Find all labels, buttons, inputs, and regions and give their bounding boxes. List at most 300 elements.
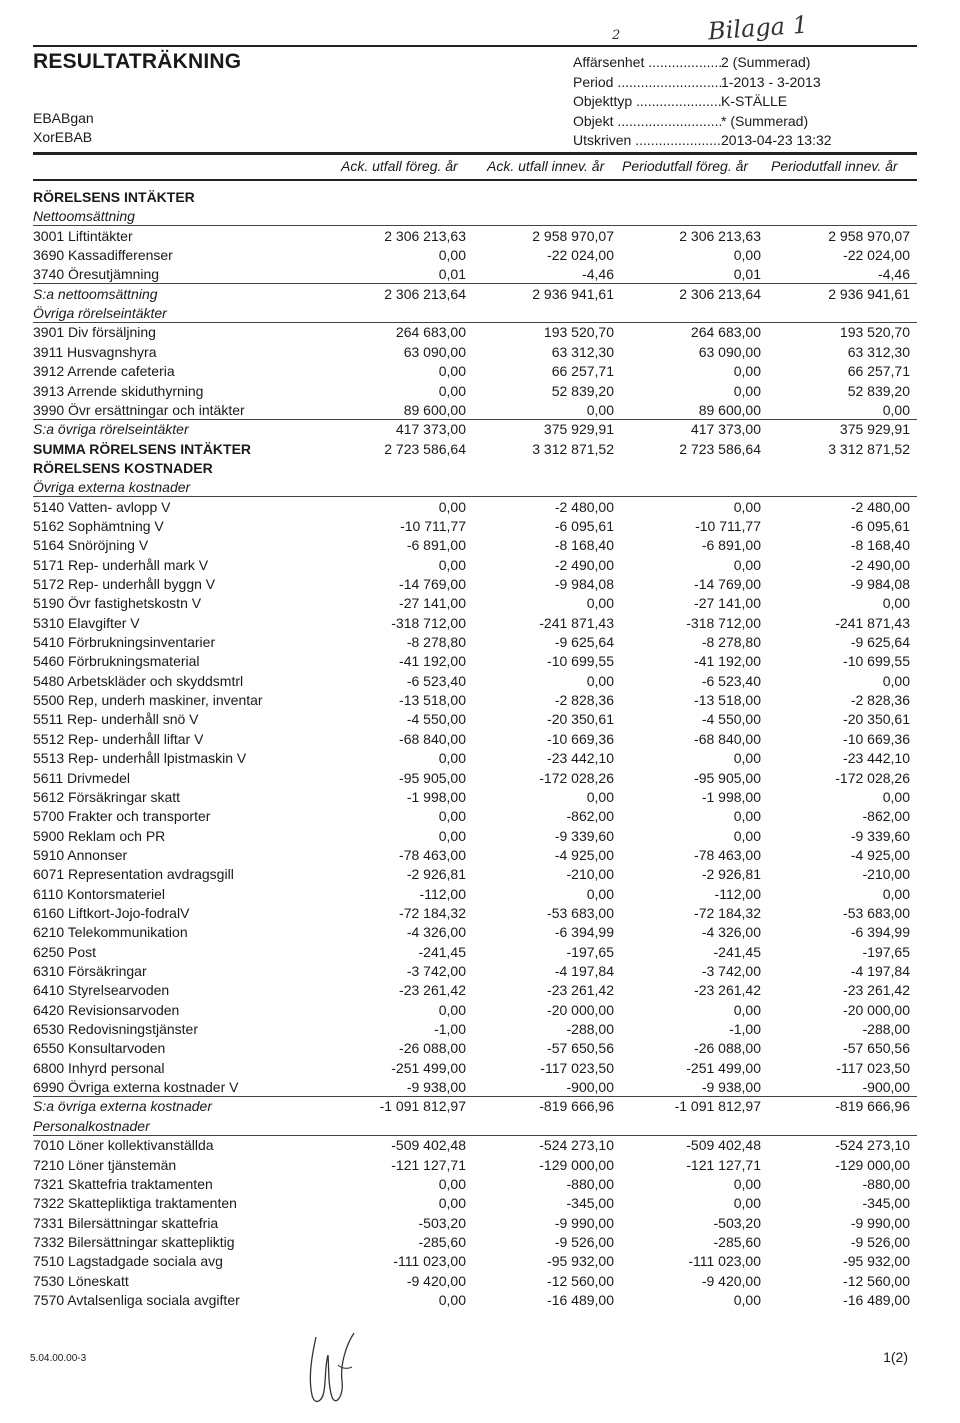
meta-label: Utskriven ..... [573,132,721,151]
table-row [33,691,917,710]
cell-value: 0,00 [438,498,466,515]
cell-value: 0,00 [882,401,910,418]
cell-value: -10 669,36 [843,730,910,747]
cell-value: -6 523,40 [701,672,761,689]
cell-value: -285,60 [418,1233,466,1250]
cell-value: -197,65 [862,943,910,960]
cell-value: 2 936 941,61 [828,285,910,302]
table-row [33,517,917,536]
cell-value: 0,00 [586,401,614,418]
row-label: 7210 Löner tjänstemän [33,1156,177,1173]
cell-value: -4,46 [582,266,614,283]
row-label: 5162 Sophämtning V [33,517,164,534]
cell-value: 0,00 [438,827,466,844]
cell-value: -880,00 [862,1175,910,1192]
cell-value: 0,00 [733,827,761,844]
cell-value: 2 306 213,64 [384,285,466,302]
meta-label: Affärsenhet ..... [573,54,721,73]
cell-value: -41 192,00 [694,653,761,670]
column-header-rule [33,179,917,181]
table-row [33,323,917,342]
company-name-2: XorEBAB [33,129,93,145]
table-row [33,1059,917,1078]
row-label: 6800 Inhyrd personal [33,1059,165,1076]
cell-value: -13 518,00 [399,692,466,709]
table-row [33,401,917,420]
row-label: 5480 Arbetskläder och skyddsmtrl [33,672,244,689]
row-label: Nettoomsättning [33,208,135,225]
subtotal-row [33,285,917,304]
cell-value: 0,00 [733,556,761,573]
row-label: 3911 Husvagnshyra [33,343,157,360]
table-row [33,498,917,517]
meta-label: Period ..... [573,74,721,93]
cell-value: 0,00 [733,247,761,264]
cell-value: -862,00 [862,808,910,825]
table-row [33,1039,917,1058]
meta-value: K-STÄLLE [721,93,788,109]
cell-value: -95 932,00 [547,1253,614,1270]
cell-value: 2 723 586,64 [384,440,466,457]
company-name-1: EBABgan [33,110,94,126]
meta-value: * (Summerad) [721,112,809,129]
cell-value: -23 261,42 [843,982,910,999]
header-bottom-rule [33,152,917,155]
row-label: 5190 Övr fastighetskostn V [33,595,202,612]
cell-value: -4 197,84 [850,963,910,979]
table-row [33,614,917,633]
cell-value: -6 394,99 [554,924,614,941]
header-top-rule [33,45,917,47]
row-label: 3690 Kassadifferenser [33,247,173,264]
row-label: 6210 Telekommunikation [33,924,188,941]
row-label: 7321 Skattefria traktamenten [33,1175,213,1192]
cell-value: -2 926,81 [406,866,466,883]
cell-value: -2 926,81 [701,866,761,883]
group-heading [33,1117,917,1136]
cell-value: -3 742,00 [406,963,466,979]
cell-value: -1 091 812,97 [379,1098,466,1115]
meta-label: Objekttyp ..... [573,93,721,112]
cell-value: 2 306 213,63 [384,227,466,244]
cell-value: 2 306 213,64 [679,285,761,302]
group-heading [33,304,917,323]
cell-value: -1,00 [434,1021,466,1038]
cell-value: 0,00 [733,1195,761,1212]
cell-value: -6 891,00 [406,537,466,554]
table-row [33,1272,917,1291]
section-heading [33,188,917,207]
cell-value: -6 394,99 [850,924,910,941]
cell-value: 0,00 [733,1001,761,1018]
meta-row [573,74,821,93]
page-number: 1(2) [883,1349,908,1365]
row-label: 3001 Liftintäkter [33,227,133,244]
cell-value: 0,00 [733,382,761,399]
cell-value: -9 420,00 [701,1272,761,1289]
cell-value: -53 683,00 [843,904,910,921]
cell-value: -4 326,00 [701,924,761,941]
cell-value: -880,00 [566,1175,614,1192]
cell-value: 63 312,30 [847,343,910,360]
row-label: 5700 Frakter och transporter [33,808,211,825]
row-label: RÖRELSENS KOSTNADER [33,459,213,476]
cell-value: -8 278,80 [406,634,466,651]
table-row [33,1252,917,1271]
cell-value: 0,01 [438,266,466,283]
cell-value: 264 683,00 [690,324,761,341]
subtotal-row [33,420,917,439]
cell-value: -503,20 [713,1214,761,1231]
cell-value: 193 520,70 [839,324,910,341]
cell-value: 3 312 871,52 [828,440,910,457]
cell-value: -8 168,40 [850,537,910,554]
table-row [33,575,917,594]
cell-value: -2 490,00 [554,556,614,573]
row-label: 6550 Konsultarvoden [33,1040,166,1057]
cell-value: -9 938,00 [406,1079,466,1096]
cell-value: -524 273,10 [835,1137,910,1154]
row-label: Övriga rörelseintäkter [33,305,167,322]
cell-value: -14 769,00 [694,576,761,592]
row-label: 5460 Förbrukningsmaterial [33,653,200,670]
table-row [33,594,917,613]
cell-value: -9 984,08 [850,576,910,592]
table-row [33,923,917,942]
cell-value: -20 350,61 [843,711,910,728]
row-label: 5910 Annonser [33,846,128,863]
cell-value: -6 523,40 [406,672,466,689]
cell-value: -9 526,00 [554,1233,614,1250]
cell-value: -9 984,08 [554,576,614,592]
cell-value: -288,00 [566,1021,614,1038]
cell-value: 193 520,70 [543,324,614,341]
cell-value: -78 463,00 [399,846,466,863]
cell-value: -112,00 [714,885,761,902]
cell-value: -172 028,26 [539,769,614,786]
row-label: 7010 Löner kollektivanställda [33,1137,214,1154]
cell-value: -900,00 [862,1079,910,1096]
cell-value: -9 625,64 [850,634,910,651]
cell-value: 0,00 [438,363,466,380]
cell-value: -9 526,00 [850,1233,910,1250]
cell-value: -4 550,00 [406,711,466,728]
row-label: 5500 Rep, underh maskiner, inventar [33,692,263,709]
cell-value: 63 090,00 [698,343,761,360]
cell-value: -503,20 [418,1214,466,1231]
cell-value: -172 028,26 [835,769,910,786]
cell-value: 0,00 [586,595,614,612]
handwritten-note: Bilaga 1 [707,10,809,46]
cell-value: -6 891,00 [701,537,761,554]
cell-value: 0,00 [882,672,910,689]
cell-value: 0,00 [882,885,910,902]
row-label: 5310 Elavgifter V [33,614,140,631]
cell-value: -117 023,50 [836,1059,910,1076]
cell-value: -3 742,00 [701,963,761,979]
cell-value: -4 925,00 [850,846,910,863]
cell-value: -68 840,00 [399,730,466,747]
table-row [33,904,917,923]
cell-value: -26 088,00 [399,1040,466,1057]
cell-value: -78 463,00 [694,846,761,863]
table-row [33,846,917,865]
cell-value: -10 669,36 [547,730,614,747]
cell-value: 264 683,00 [395,324,466,341]
cell-value: -2 828,36 [850,692,910,709]
cell-value: 0,00 [733,808,761,825]
row-label: 7570 Avtalsenliga sociala avgifter [33,1291,240,1308]
row-label: S:a nettoomsättning [33,285,158,302]
cell-value: -210,00 [862,866,910,883]
cell-value: -241,45 [418,943,466,960]
cell-value: 0,00 [586,788,614,805]
cell-value: -23 261,42 [547,982,614,999]
col-head-ack-foreg: Ack. utfall föreg. år [341,158,458,174]
report-title: RESULTATRÄKNING [33,50,242,73]
footer-code: 5.04.00.00-3 [30,1353,87,1364]
cell-value: -288,00 [862,1021,910,1038]
table-row [33,827,917,846]
table-row [33,382,917,401]
signature-icon [298,1325,358,1415]
cell-value: -2 490,00 [850,556,910,573]
cell-value: -2 828,36 [554,692,614,709]
subtotal-row [33,1097,917,1116]
cell-value: -4 925,00 [554,846,614,863]
cell-value: -68 840,00 [694,730,761,747]
cell-value: -8 278,80 [701,634,761,651]
cell-value: -121 127,71 [391,1156,466,1173]
cell-value: 375 929,91 [543,421,614,438]
cell-value: -57 650,56 [547,1040,614,1057]
table-row [33,885,917,904]
cell-value: -22 024,00 [843,247,910,264]
cell-value: -10 711,77 [400,517,466,534]
table-row [33,710,917,729]
table-row [33,227,917,246]
meta-row [573,113,808,132]
meta-row [573,132,832,151]
cell-value: -112,00 [419,885,466,902]
cell-value: -20 350,61 [547,711,614,728]
table-row [33,1194,917,1213]
cell-value: -9 938,00 [701,1079,761,1096]
row-label: 3901 Div försäljning [33,324,156,341]
cell-value: -210,00 [566,866,614,883]
meta-value: 1-2013 - 3-2013 [721,73,821,90]
row-label: Övriga externa kostnader [33,479,191,496]
row-label: 3912 Arrende cafeteria [33,363,175,380]
cell-value: 89 600,00 [698,401,761,418]
cell-value: -4 197,84 [554,963,614,979]
cell-value: -26 088,00 [694,1040,761,1057]
cell-value: 0,00 [733,1175,761,1192]
cell-value: 0,01 [733,266,761,283]
cell-value: 0,00 [733,363,761,380]
row-label: 5140 Vatten- avlopp V [33,498,171,515]
table-row [33,1214,917,1233]
cell-value: 63 090,00 [403,343,466,360]
cell-value: -241,45 [713,943,761,960]
cell-value: -27 141,00 [399,595,466,612]
cell-value: -23 261,42 [694,982,761,999]
cell-value: -16 489,00 [547,1291,614,1308]
cell-value: -53 683,00 [547,904,614,921]
cell-value: -20 000,00 [547,1001,614,1018]
cell-value: -251 499,00 [686,1059,761,1076]
total-row [33,440,917,459]
cell-value: -4 326,00 [406,924,466,941]
cell-value: -2 480,00 [554,498,614,515]
table-row [33,265,917,284]
cell-value: -12 560,00 [547,1272,614,1289]
meta-label: Objekt ..... [573,113,721,132]
meta-value: 2 (Summerad) [721,54,811,70]
cell-value: -241 871,43 [835,614,910,631]
cell-value: -8 168,40 [554,537,614,554]
cell-value: 0,00 [438,382,466,399]
table-row [33,788,917,807]
cell-value: -900,00 [566,1079,614,1096]
cell-value: 2 306 213,63 [679,227,761,244]
row-label: RÖRELSENS INTÄKTER [33,189,195,205]
cell-value: -117 023,50 [540,1059,614,1076]
group-heading [33,478,917,497]
cell-value: 66 257,71 [551,363,614,380]
col-head-period-innev: Periodutfall innev. år [771,158,898,174]
row-label: S:a övriga externa kostnader [33,1098,212,1115]
cell-value: -241 871,43 [539,614,614,631]
cell-value: -13 518,00 [694,692,761,709]
cell-value: -121 127,71 [686,1156,761,1173]
row-label: 3913 Arrende skiduthyrning [33,382,204,399]
row-label: 5410 Förbrukningsinventarier [33,634,216,651]
cell-value: 0,00 [586,672,614,689]
cell-value: -509 402,48 [391,1137,466,1154]
cell-value: -1 091 812,97 [674,1098,761,1115]
cell-value: 52 839,20 [551,382,614,399]
cell-value: -862,00 [566,808,614,825]
cell-value: -9 339,60 [850,827,910,844]
cell-value: -318 712,00 [686,614,761,631]
cell-value: -41 192,00 [399,653,466,670]
table-row [33,769,917,788]
cell-value: -10 699,55 [843,653,910,670]
cell-value: 0,00 [733,750,761,767]
cell-value: 52 839,20 [847,382,910,399]
table-row [33,749,917,768]
cell-value: -251 499,00 [391,1059,466,1076]
col-head-ack-innev: Ack. utfall innev. år [487,158,605,174]
row-label: 5511 Rep- underhåll snö V [33,711,199,728]
row-label: SUMMA RÖRELSENS INTÄKTER [33,440,252,457]
meta-row [573,93,787,112]
table-row [33,1136,917,1155]
cell-value: 0,00 [438,1001,466,1018]
cell-value: 0,00 [733,1291,761,1308]
cell-value: 89 600,00 [403,401,466,418]
cell-value: 63 312,30 [551,343,614,360]
table-row [33,556,917,575]
cell-value: 0,00 [438,247,466,264]
cell-value: -129 000,00 [539,1156,614,1173]
cell-value: 0,00 [438,808,466,825]
table-row [33,246,917,265]
cell-value: 2 958 970,07 [828,227,910,244]
cell-value: -95 932,00 [843,1253,910,1270]
cell-value: -4,46 [878,266,910,283]
cell-value: -345,00 [862,1195,910,1212]
table-row [33,1291,917,1310]
cell-value: -23 442,10 [547,750,614,767]
row-label: 6420 Revisionsarvoden [33,1001,180,1018]
table-row [33,1233,917,1252]
table-row [33,981,917,1000]
cell-value: -1 998,00 [406,788,466,805]
cell-value: -27 141,00 [694,595,761,612]
row-label: 5172 Rep- underhåll byggn V [33,576,216,592]
cell-value: 2 958 970,07 [532,227,614,244]
cell-value: 2 936 941,61 [532,285,614,302]
table-row [33,1020,917,1039]
cell-value: -197,65 [566,943,614,960]
cell-value: -6 095,61 [554,517,614,534]
cell-value: 0,00 [438,1195,466,1212]
row-label: 3990 Övr ersättningar och intäkter [33,401,245,418]
table-row [33,807,917,826]
cell-value: -10 711,77 [695,517,761,534]
handwritten-mark: 2 [612,28,621,43]
table-row [33,652,917,671]
cell-value: -16 489,00 [843,1291,910,1308]
row-label: 7530 Löneskatt [33,1272,129,1289]
table-row [33,1001,917,1020]
row-label: 5164 Snöröjning V [33,537,149,554]
cell-value: -111 023,00 [393,1253,466,1270]
col-head-period-foreg: Periodutfall föreg. år [622,158,749,174]
row-label: 5513 Rep- underhåll lpistmaskin V [33,750,247,767]
table-row [33,730,917,749]
cell-value: 0,00 [586,885,614,902]
cell-value: -95 905,00 [399,769,466,786]
group-heading [33,207,917,226]
cell-value: 0,00 [733,498,761,515]
cell-value: -95 905,00 [694,769,761,786]
table-row [33,343,917,362]
table-row [33,1156,917,1175]
cell-value: -12 560,00 [843,1272,910,1289]
table-row [33,633,917,652]
cell-value: 0,00 [438,750,466,767]
row-label: 7510 Lagstadgade sociala avg [33,1253,223,1270]
row-label: 6310 Försäkringar [33,963,147,979]
row-label: 5900 Reklam och PR [33,827,166,844]
cell-value: -1,00 [729,1021,761,1038]
row-label: 5612 Försäkringar skatt [33,788,181,805]
cell-value: 0,00 [438,1291,466,1308]
cell-value: 0,00 [882,788,910,805]
cell-value: 3 312 871,52 [532,440,614,457]
cell-value: -2 480,00 [850,498,910,515]
cell-value: -23 261,42 [399,982,466,999]
meta-value: 2013-04-23 13:32 [721,132,832,148]
table-row [33,536,917,555]
cell-value: -524 273,10 [539,1137,614,1154]
cell-value: 417 373,00 [395,421,466,438]
row-label: 6990 Övriga externa kostnader V [33,1079,239,1096]
row-label: 6160 Liftkort-Jojo-fodralV [33,904,190,921]
